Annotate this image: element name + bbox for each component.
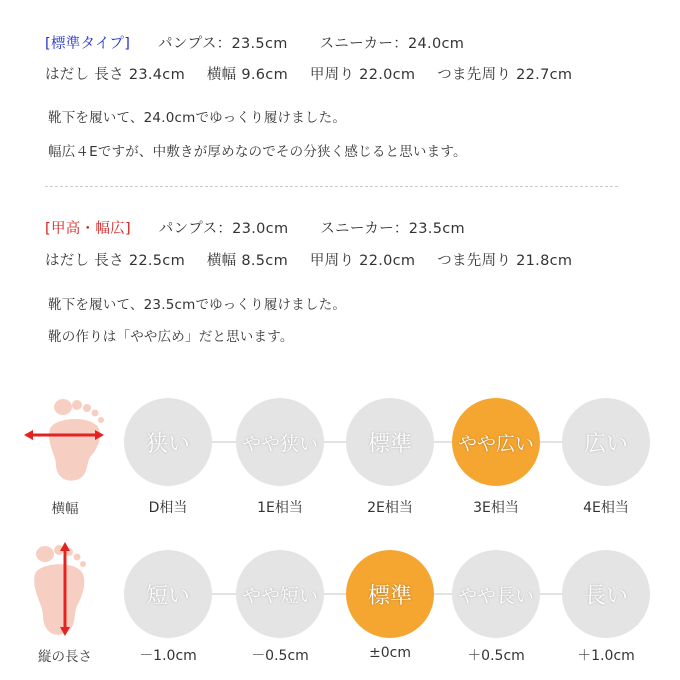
length-caption-plus-1: ＋1.0cm (577, 648, 635, 664)
length-caption-zero: ±0cm (369, 645, 411, 661)
section-divider (45, 186, 618, 187)
wide-tag: [甲高・幅広] (45, 221, 131, 237)
length-option-long: 長い (562, 550, 650, 638)
width-option-narrow: 狭い (124, 398, 212, 486)
wide-barefoot-length: はだし 長さ 22.5cm (45, 253, 185, 269)
width-caption-1e: 1E相当 (257, 500, 303, 516)
standard-width: 横幅 9.6cm (206, 67, 289, 83)
standard-size-line (45, 32, 464, 53)
wide-note-2: 靴の作りは「やや広め」だと思います。 (48, 329, 294, 345)
standard-toe: つま先周り 22.7cm (437, 67, 573, 83)
wide-sneaker: スニーカー：23.5cm (320, 221, 465, 237)
wide-pumps: パンプス：23.0cm (158, 221, 289, 237)
wide-note-1: 靴下を履いて、23.5cmでゆっくり履けました。 (48, 297, 347, 313)
wide-measure-line (45, 249, 572, 270)
standard-note-2: 幅広４Eですが、中敷きが厚めなのでその分狭く感じると思います。 (48, 144, 467, 160)
width-caption-3e: 3E相当 (473, 500, 519, 516)
standard-barefoot-length: はだし 長さ 23.4cm (45, 67, 185, 83)
width-option-wide: 広い (562, 398, 650, 486)
standard-measure-line (45, 63, 572, 84)
length-scale-label: 縦の長さ (38, 649, 92, 665)
length-option-short: 短い (124, 550, 212, 638)
width-option-slightly-narrow: やや狭い (236, 398, 324, 486)
standard-tag: [標準タイプ] (45, 36, 131, 52)
length-option-standard: 標準 (346, 550, 434, 638)
wide-width: 横幅 8.5cm (206, 253, 289, 269)
wide-size-line (45, 217, 465, 238)
width-caption-2e: 2E相当 (367, 500, 413, 516)
width-option-standard: 標準 (346, 398, 434, 486)
length-option-slightly-long: やや長い (452, 550, 540, 638)
width-scale-label: 横幅 (51, 501, 79, 517)
length-caption-minus-05: －0.5cm (251, 648, 309, 664)
wide-toe: つま先周り 21.8cm (437, 253, 573, 269)
standard-note-1: 靴下を履いて、24.0cmでゆっくり履けました。 (48, 110, 347, 126)
width-caption-d: D相当 (148, 500, 188, 516)
standard-instep: 甲周り 22.0cm (309, 67, 416, 83)
length-caption-plus-05: ＋0.5cm (467, 648, 525, 664)
standard-pumps: パンプス：23.5cm (158, 36, 288, 52)
foot-width-icon (20, 395, 110, 485)
foot-length-icon (25, 540, 105, 640)
length-option-slightly-short: やや短い (236, 550, 324, 638)
width-option-slightly-wide: やや広い (452, 398, 540, 486)
width-caption-4e: 4E相当 (583, 500, 629, 516)
wide-instep: 甲周り 22.0cm (309, 253, 416, 269)
length-caption-minus-1: －1.0cm (139, 648, 197, 664)
standard-sneaker: スニーカー：24.0cm (319, 36, 465, 52)
